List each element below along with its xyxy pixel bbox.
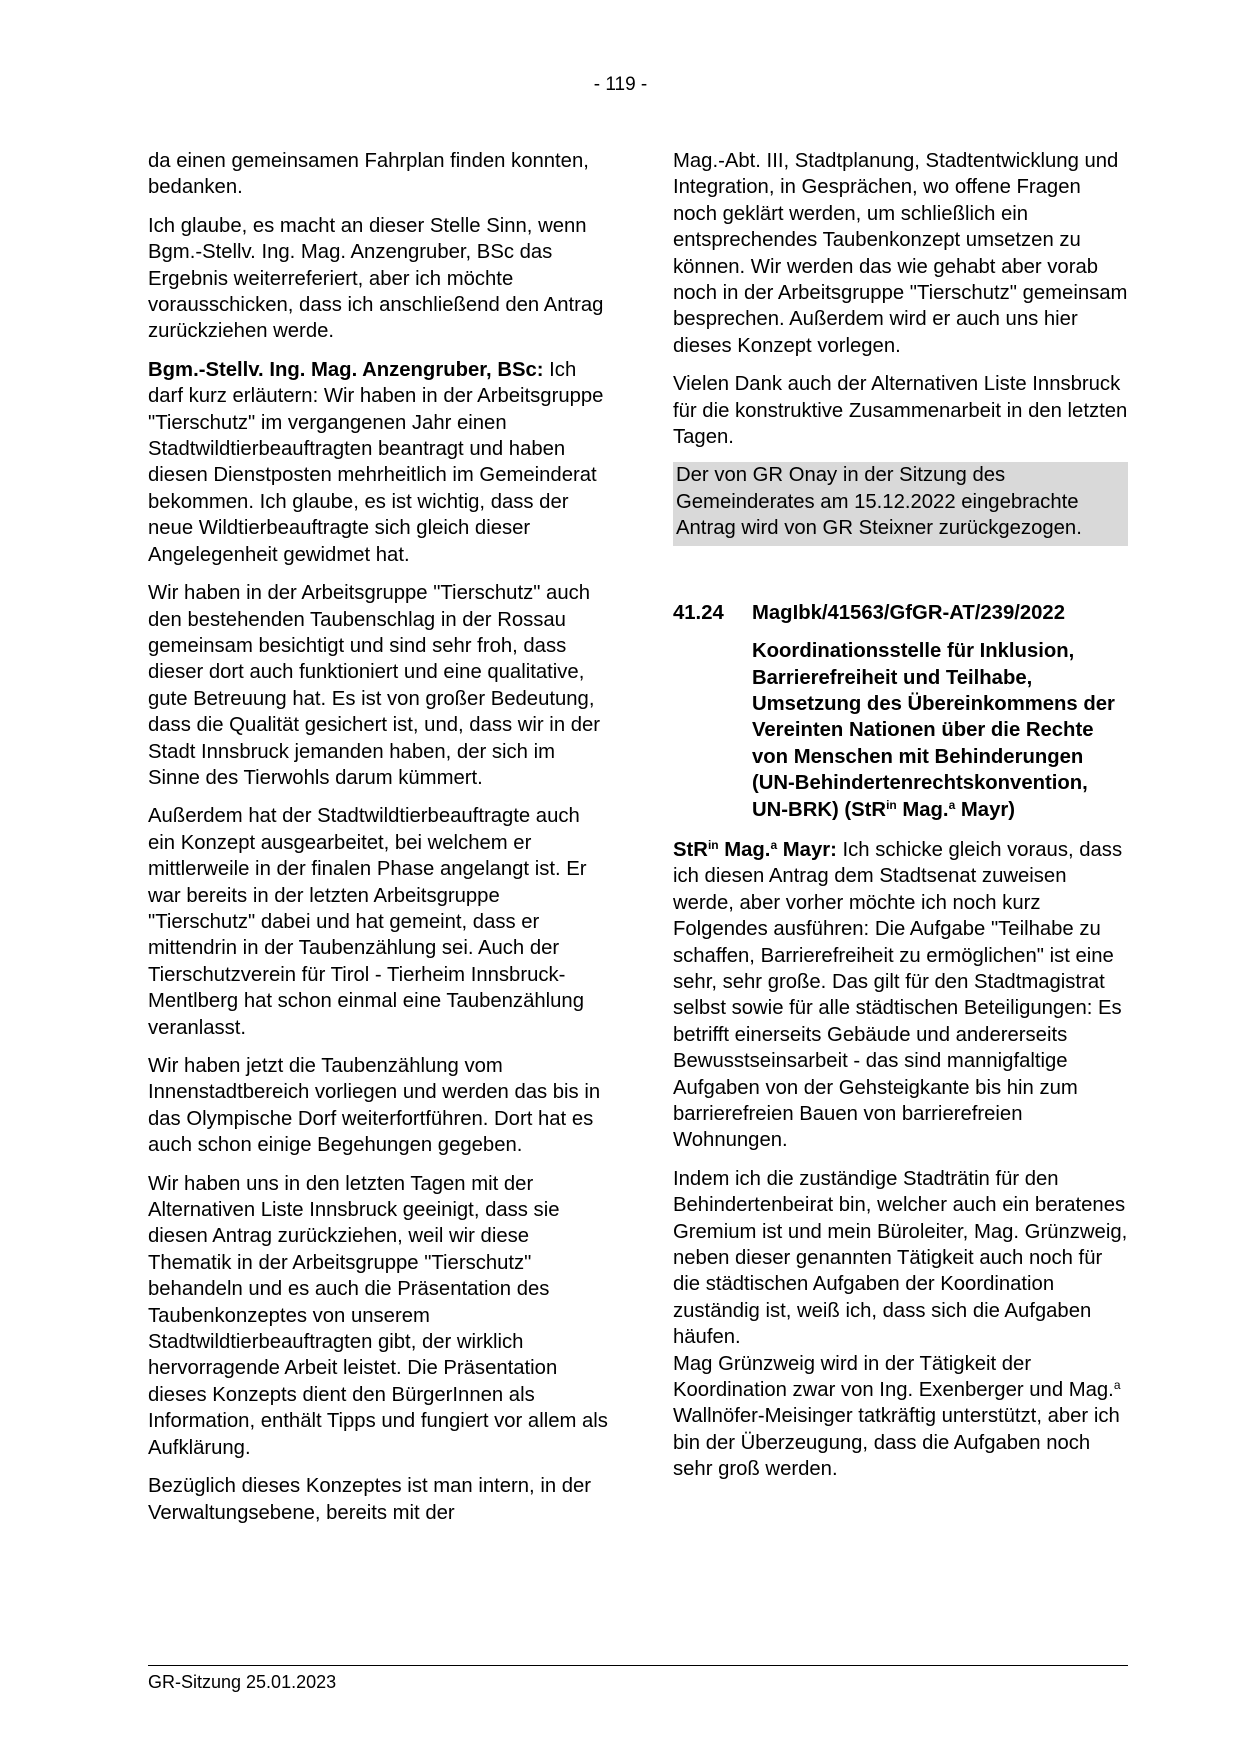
speaker-part: Mag. [718, 838, 771, 861]
superscript: a [1113, 1378, 1121, 1393]
agenda-title [752, 638, 1128, 823]
speech-text: Ich schicke gleich voraus, dass ich diesen Antrag dem Stadtsenat zuweisen werde, aber vorher möchte ich noch kurz Folgendes ausführen: Die Aufgabe "Teilhabe zu schaffen, Barrierefreiheit zu ermöglichen" ist eine sehr, sehr große. Das gilt für den Stadtmagistrat selbst sowie für alle städtischen Beteiligungen: Es betrifft einerseits Gebäude und andererseits Bewusstseinsarbeit - das sind mannigfaltige Aufgaben von der Gehsteigkante bis hin zum barrierefreien Bauen von barrierefreien Wohnungen. [673, 838, 1123, 1152]
paragraph-text: Wallnöfer-Meisinger tatkräftig unterstützt, aber ich bin der Überzeugung, dass die Aufgaben noch sehr groß werden. [673, 1405, 1120, 1481]
superscript: a [948, 797, 956, 812]
paragraph: Vielen Dank auch der Alternativen Liste Innsbruck für die konstruktive Zusammenarbeit in den letzten Tagen. [673, 373, 1128, 449]
paragraph: Außerdem hat der Stadtwildtierbeauftragte auch ein Konzept ausgearbeitet, bei welchem er mittlerweile in der finalen Phase angelangt ist. Er war bereits in der letzten Arbeitsgruppe "Tierschutz" dabei und hat gemeint, dass er mittendrin in der Taubenzählung sei. Auch der Tierschutzverein für Tirol - Tierheim Innsbruck-Mentlberg hat schon einmal eine Taubenzählung veranlasst. [148, 805, 587, 1039]
paragraph: Wir haben jetzt die Taubenzählung vom Innenstadtbereich vorliegen und werden das bis in das Olympische Dorf weiterfortführen. Dort hat es auch schon einige Begehungen gegeben. [148, 1055, 601, 1157]
speaker-name [673, 839, 837, 861]
left-column [148, 148, 610, 1538]
paragraph-text: Mag Grünzweig wird in der Tätigkeit der Koordination zwar von Ing. Exenberger und Mag. [673, 1352, 1114, 1402]
paragraph: Ich glaube, es macht an dieser Stelle Sinn, wenn Bgm.-Stellv. Ing. Mag. Anzengruber, BSc das Ergebnis weiterreferiert, aber ich möchte vorausschicken, dass ich anschließend den Antrag zurückziehen werde. [148, 214, 604, 343]
paragraph [673, 1351, 1128, 1483]
agenda-title-text: Koordinationsstelle für Inklusion, Barrierefreiheit und Teilhabe, Umsetzung des Übereinkommens der Vereinten Nationen über die Rechte von Menschen mit Behinderungen (UN-Behindertenrechtskonvention, UN-BRK) (StR [752, 640, 1115, 821]
speech-paragraph [148, 357, 610, 568]
speaker-part: StR [673, 838, 708, 861]
agenda-title-text: Mag. [896, 798, 949, 821]
page-number: - 119 - [593, 74, 648, 95]
paragraph: Wir haben in der Arbeitsgruppe "Tierschutz" auch den bestehenden Taubenschlag in der Rossau gemeinsam besichtigt und sind sehr froh, dass dieser dort auch funktioniert und eine qualitative, gute Betreuung hat. Es ist von großer Bedeutung, dass die Qualität gesichert ist, und, dass wir in der Stadt Innsbruck jemanden haben, der sich im Sinne des Tierwohls darum kümmert. [148, 582, 601, 789]
right-column [673, 148, 1128, 1495]
footer-session-date: GR-Sitzung 25.01.2023 [148, 1672, 337, 1692]
paragraph: Wir haben uns in den letzten Tagen mit der Alternativen Liste Innsbruck geeinigt, dass sie diesen Antrag zurückziehen, weil wir diese Thematik in der Arbeitsgruppe "Tierschutz" behandeln und es auch die Präsentation des Taubenkonzeptes von unserem Stadtwildtierbeauftragten gibt, der wirklich hervorragende Arbeit leistet. Die Präsentation dieses Konzepts dient den BürgerInnen als Information, enthält Tipps und fungiert vor allem als Aufklärung. [148, 1172, 608, 1459]
agenda-title-text: Mayr) [955, 798, 1016, 821]
paragraph: Indem ich die zuständige Stadträtin für den Behindertenbeirat bin, welcher auch ein beratenes Gremium ist und mein Büroleiter, Mag. Grünzweig, neben dieser genannten Tätigkeit auch noch für die städtischen Aufgaben der Koordination zuständig ist, weiß ich, dass sich die Aufgaben häufen. [673, 1167, 1128, 1349]
superscript: in [886, 797, 897, 812]
paragraph: Bezüglich dieses Konzeptes ist man intern, in der Verwaltungsebene, bereits mit der [148, 1475, 592, 1524]
superscript: in [707, 837, 719, 852]
paragraph: Mag.-Abt. III, Stadtplanung, Stadtentwicklung und Integration, in Gesprächen, wo offene Fragen noch geklärt werden, um schließlich ein entsprechendes Taubenkonzept umsetzen zu können. Wir werden das wie gehabt aber vorab noch in der Arbeitsgruppe "Tierschutz" gemeinsam besprechen. Außerdem wird er auch uns hier dieses Konzept vorlegen. [673, 150, 1128, 357]
superscript: a [770, 837, 778, 852]
speech-text: Ich darf kurz erläutern: Wir haben in der Arbeitsgruppe "Tierschutz" im vergangenen Jahr einen Stadtwildtierbeauftragten beantragt und haben diesen Dienstposten mehrheitlich im Gemeinderat bekommen. Ich glaube, es ist wichtig, dass der neue Wildtierbeauftragte sich gleich dieser Angelegenheit gewidmet hat. [148, 358, 604, 566]
agenda-number: 41.24 [673, 601, 724, 624]
agenda-item-heading [673, 600, 1128, 626]
resolution-note: Der von GR Onay in der Sitzung des Gemeinderates am 15.12.2022 eingebrachte Antrag wird von GR Steixner zurückgezogen. [673, 462, 1128, 545]
paragraph: da einen gemeinsamen Fahrplan finden konnten, bedanken. [148, 150, 589, 199]
speaker-part: Mayr: [777, 838, 837, 861]
footer-divider [148, 1665, 1128, 1666]
speaker-name: Bgm.-Stellv. Ing. Mag. Anzengruber, BSc: [148, 358, 544, 381]
speech-paragraph [673, 837, 1128, 1154]
agenda-reference: MagIbk/41563/GfGR-AT/239/2022 [752, 601, 1065, 624]
